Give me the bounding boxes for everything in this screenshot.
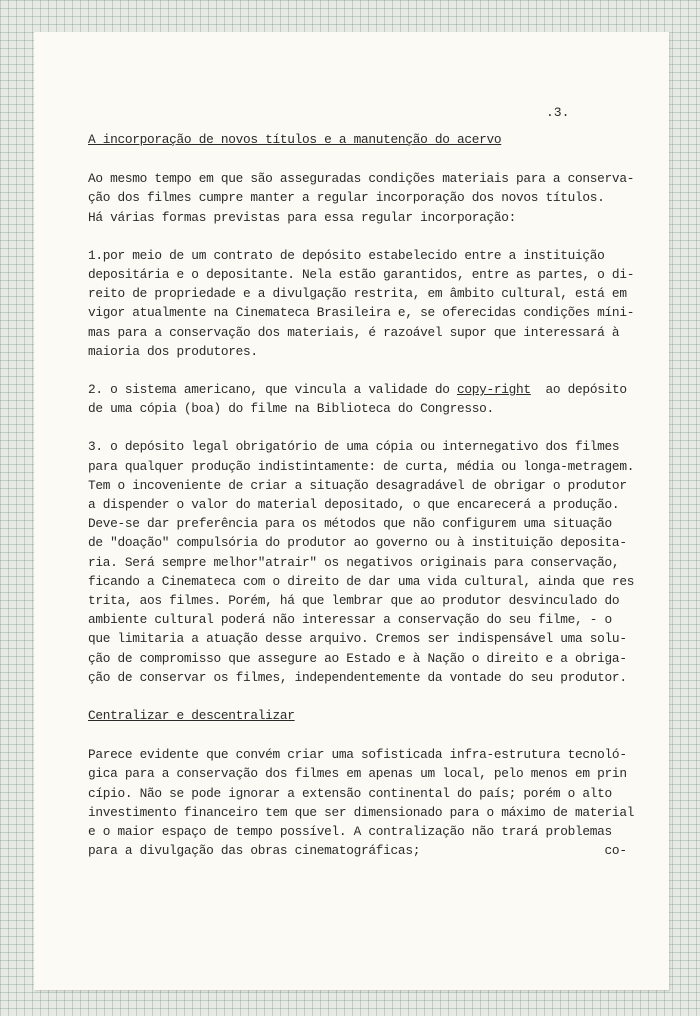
text-line: trita, aos filmes. Porém, há que lembrar que ao produtor desvinculado do <box>88 593 620 609</box>
text-line: ção dos filmes cumpre manter a regular incorporação dos novos títulos. <box>88 190 605 206</box>
text-segment: 2. o sistema americano, que vincula a validade do <box>88 382 457 398</box>
text-line: gica para a conservação dos filmes em apenas um local, pelo menos em prin <box>88 766 627 782</box>
text-line: Parece evidente que convém criar uma sofisticada infra-estrutura tecnoló- <box>88 747 627 763</box>
document-body <box>88 130 648 880</box>
text-line: para qualquer produção indistintamente: de curta, média ou longa-metragem. <box>88 458 635 474</box>
item-2-paragraph <box>88 380 648 418</box>
text-segment: ao depósito <box>530 382 627 398</box>
text-line: ção de conservar os filmes, independentemente da vontade do seu produtor. <box>88 669 627 685</box>
text-line: vigor atualmente na Cinemateca Brasileira e, se oferecidas condições míni- <box>88 305 635 321</box>
section-heading-incorporacao: A incorporação de novos títulos e a manutenção do acervo <box>88 132 502 147</box>
text-line: e o maior espaço de tempo possível. A contralização não trará problemas <box>88 824 612 840</box>
text-line: de uma cópia (boa) do filme na Biblioteca do Congresso. <box>88 401 494 417</box>
text-line: maioria dos produtores. <box>88 343 258 359</box>
section-heading-centralizar: Centralizar e descentralizar <box>88 708 295 724</box>
item-1-paragraph <box>88 246 648 361</box>
text-line: ria. Será sempre melhor"atrair" os negativos originais para conservação, <box>88 554 620 570</box>
text-line: Tem o incoveniente de criar a situação desagradável de obrigar o produtor <box>88 477 627 493</box>
text-line: ambiente cultural poderá não interessar a conservação do seu filme, - o <box>88 612 612 628</box>
text-line: de "doação" compulsória do produtor ao governo ou à instituição deposita- <box>88 535 627 551</box>
text-line: 3. o depósito legal obrigatório de uma cópia ou internegativo dos filmes <box>88 439 620 455</box>
text-line: a dispender o valor do material depositado, o que encarecerá a produção. <box>88 497 620 513</box>
text-line: ficando a Cinemateca com o direito de dar uma vida cultural, ainda que res <box>88 573 635 589</box>
centralizar-paragraph <box>88 745 648 860</box>
text-line: cípio. Não se pode ignorar a extensão continental do país; porém o alto <box>88 785 612 801</box>
text-line: depositária e o depositante. Nela estão garantidos, entre as partes, o di- <box>88 267 635 283</box>
text-line: 1.por meio de um contrato de depósito estabelecido entre a instituição <box>88 247 605 263</box>
text-line: mas para a conservação dos materiais, é razoável supor que interessará à <box>88 324 620 340</box>
text-line: ção de compromisso que assegure ao Estado e à Nação o direito e a obriga- <box>88 650 627 666</box>
text-line: para a divulgação das obras cinematográficas; co- <box>88 843 627 859</box>
underlined-term: copy-right <box>456 382 531 398</box>
text-line: Deve-se dar preferência para os métodos que não configurem uma situação <box>88 516 612 532</box>
text-line: Ao mesmo tempo em que são asseguradas condições materiais para a conserva- <box>88 171 635 187</box>
item-3-paragraph <box>88 437 648 687</box>
text-line <box>88 380 648 399</box>
text-line: Há várias formas previstas para essa regular incorporação: <box>88 209 517 225</box>
text-line: investimento financeiro tem que ser dimensionado para o máximo de material <box>88 804 635 820</box>
text-line: reito de propriedade e a divulgação restrita, em âmbito cultural, está em <box>88 286 627 302</box>
intro-paragraph <box>88 169 648 227</box>
page-number: .3. <box>546 105 570 120</box>
text-line: que limitaria a atuação desse arquivo. Cremos ser indispensável uma solu- <box>88 631 627 647</box>
